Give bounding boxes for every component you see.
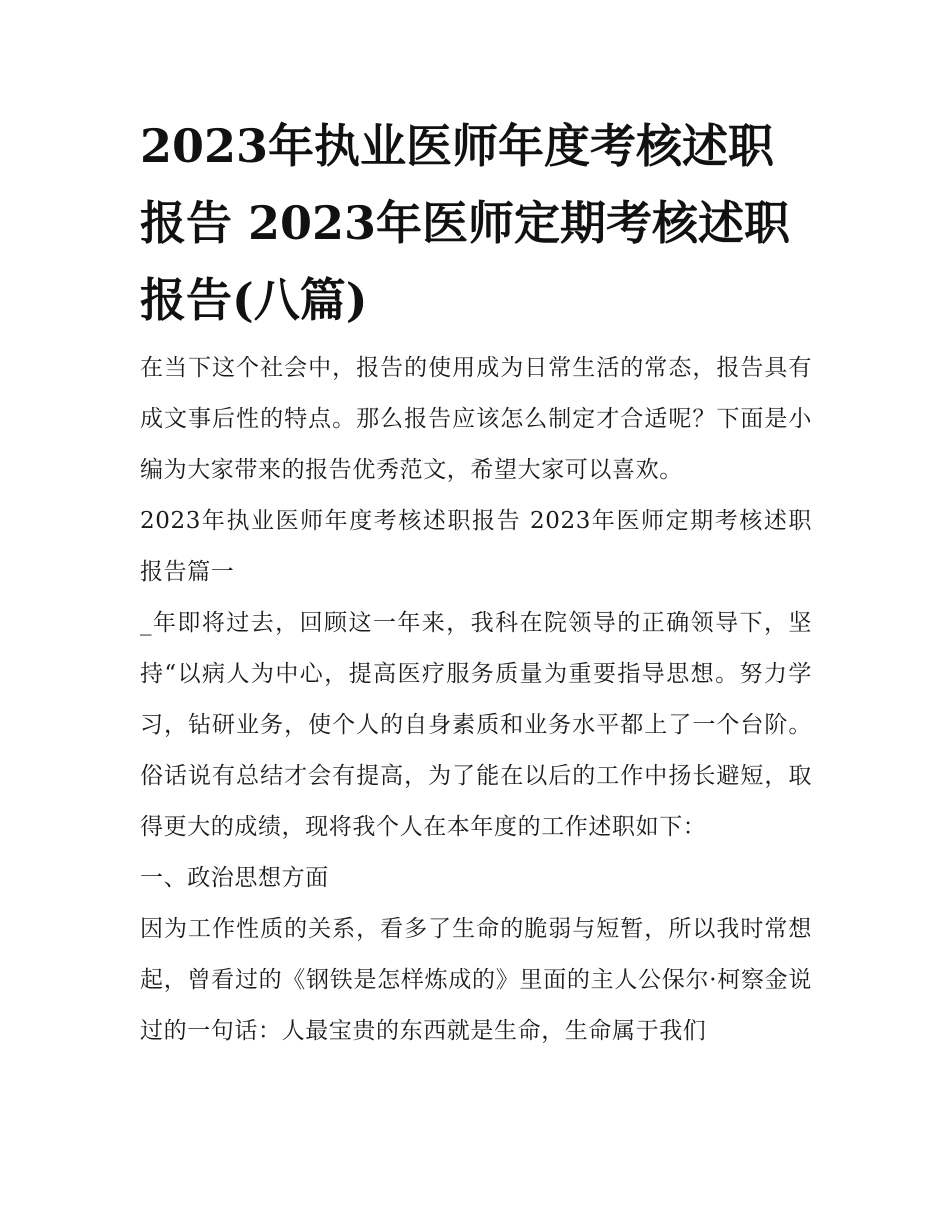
- document-title: 2023年执业医师年度考核述职报告 2023年医师定期考核述职报告(八篇): [140, 119, 791, 327]
- intro-paragraph: 在当下这个社会中，报告的使用成为日常生活的常态，报告具有成文事后性的特点。那么报告应该怎么制定才合适呢？下面是小编为大家带来的报告优秀范文，希望大家可以喜欢。: [140, 355, 812, 483]
- section-heading-part-one: 2023年执业医师年度考核述职报告 2023年医师定期考核述职报告篇一: [140, 508, 812, 585]
- body-paragraph-political-thought: 因为工作性质的关系，看多了生命的脆弱与短暂，所以我时常想起，曾看过的《钢铁是怎样炼成的》里面的主人公保尔·柯察金说过的一句话：人最宝贵的东西就是生命，生命属于我们: [140, 916, 812, 1044]
- section-heading-political-thought: 一、政治思想方面: [140, 865, 329, 891]
- body-paragraph-opening: _年即将过去，回顾这一年来，我科在院领导的正确领导下，坚持“以病人为中心，提高医疗服务质量为重要指导思想。努力学习，钻研业务，使个人的自身素质和业务水平都上了一个台阶。俗话说有总结才会有提高，为了能在以后的工作中扬长避短，取得更大的成绩，现将我个人在本年度的工作述职如下：: [140, 610, 812, 840]
- document-body: [140, 108, 812, 1057]
